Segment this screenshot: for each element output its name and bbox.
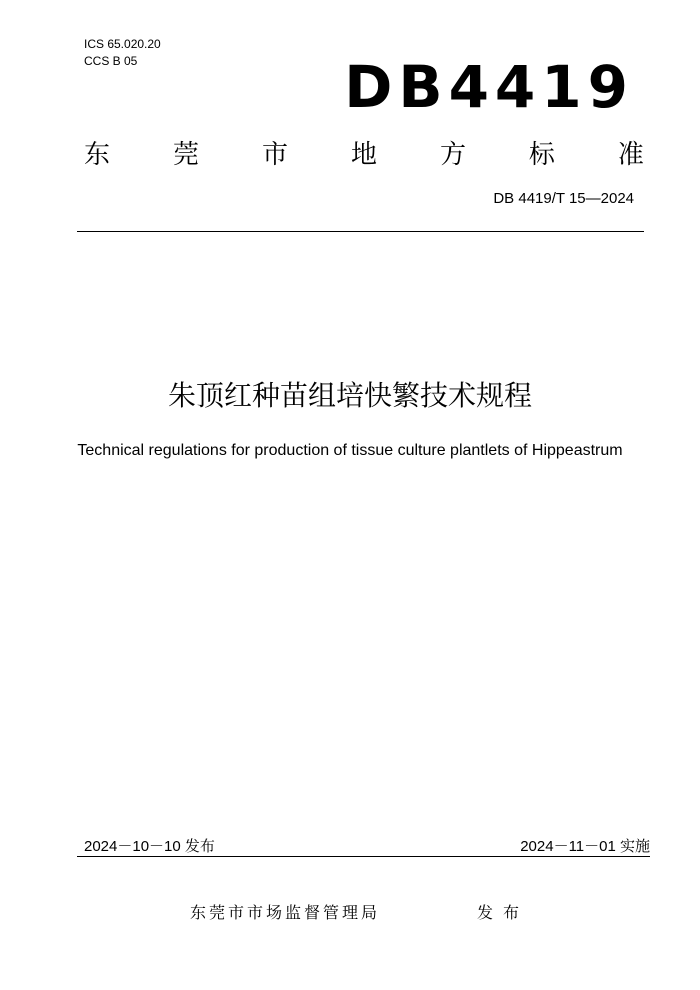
standard-type-char: 准	[617, 140, 644, 170]
standard-type-char: 莞	[172, 140, 199, 170]
standard-code-logo	[300, 54, 634, 120]
ccs-code: CCS B 05	[84, 54, 138, 68]
standard-type-char: 标	[528, 140, 555, 170]
header-divider	[77, 231, 644, 232]
issuing-authority: 东莞市市场监督管理局	[190, 903, 381, 922]
standard-type-heading	[84, 138, 644, 172]
document-title-english: Technical regulations for production of tissue culture plantlets of Hippeastrum	[77, 442, 623, 459]
issue-date: 2024－10－10 发布	[84, 838, 215, 855]
standard-code-logo-text: DB4419	[344, 53, 634, 121]
standard-type-char: 市	[261, 140, 288, 170]
standard-type-char: 地	[350, 140, 377, 170]
ics-code: ICS 65.020.20	[84, 37, 161, 51]
footer-divider	[77, 856, 650, 857]
standard-number: DB 4419/T 15—2024	[493, 190, 634, 207]
standard-type-char: 方	[439, 140, 466, 170]
standard-type-char: 东	[84, 140, 111, 170]
document-title-chinese: 朱顶红种苗组培快繁技术规程	[167, 379, 532, 412]
issue-label: 发布	[477, 903, 530, 922]
implementation-date: 2024－11－01 实施	[520, 838, 650, 855]
